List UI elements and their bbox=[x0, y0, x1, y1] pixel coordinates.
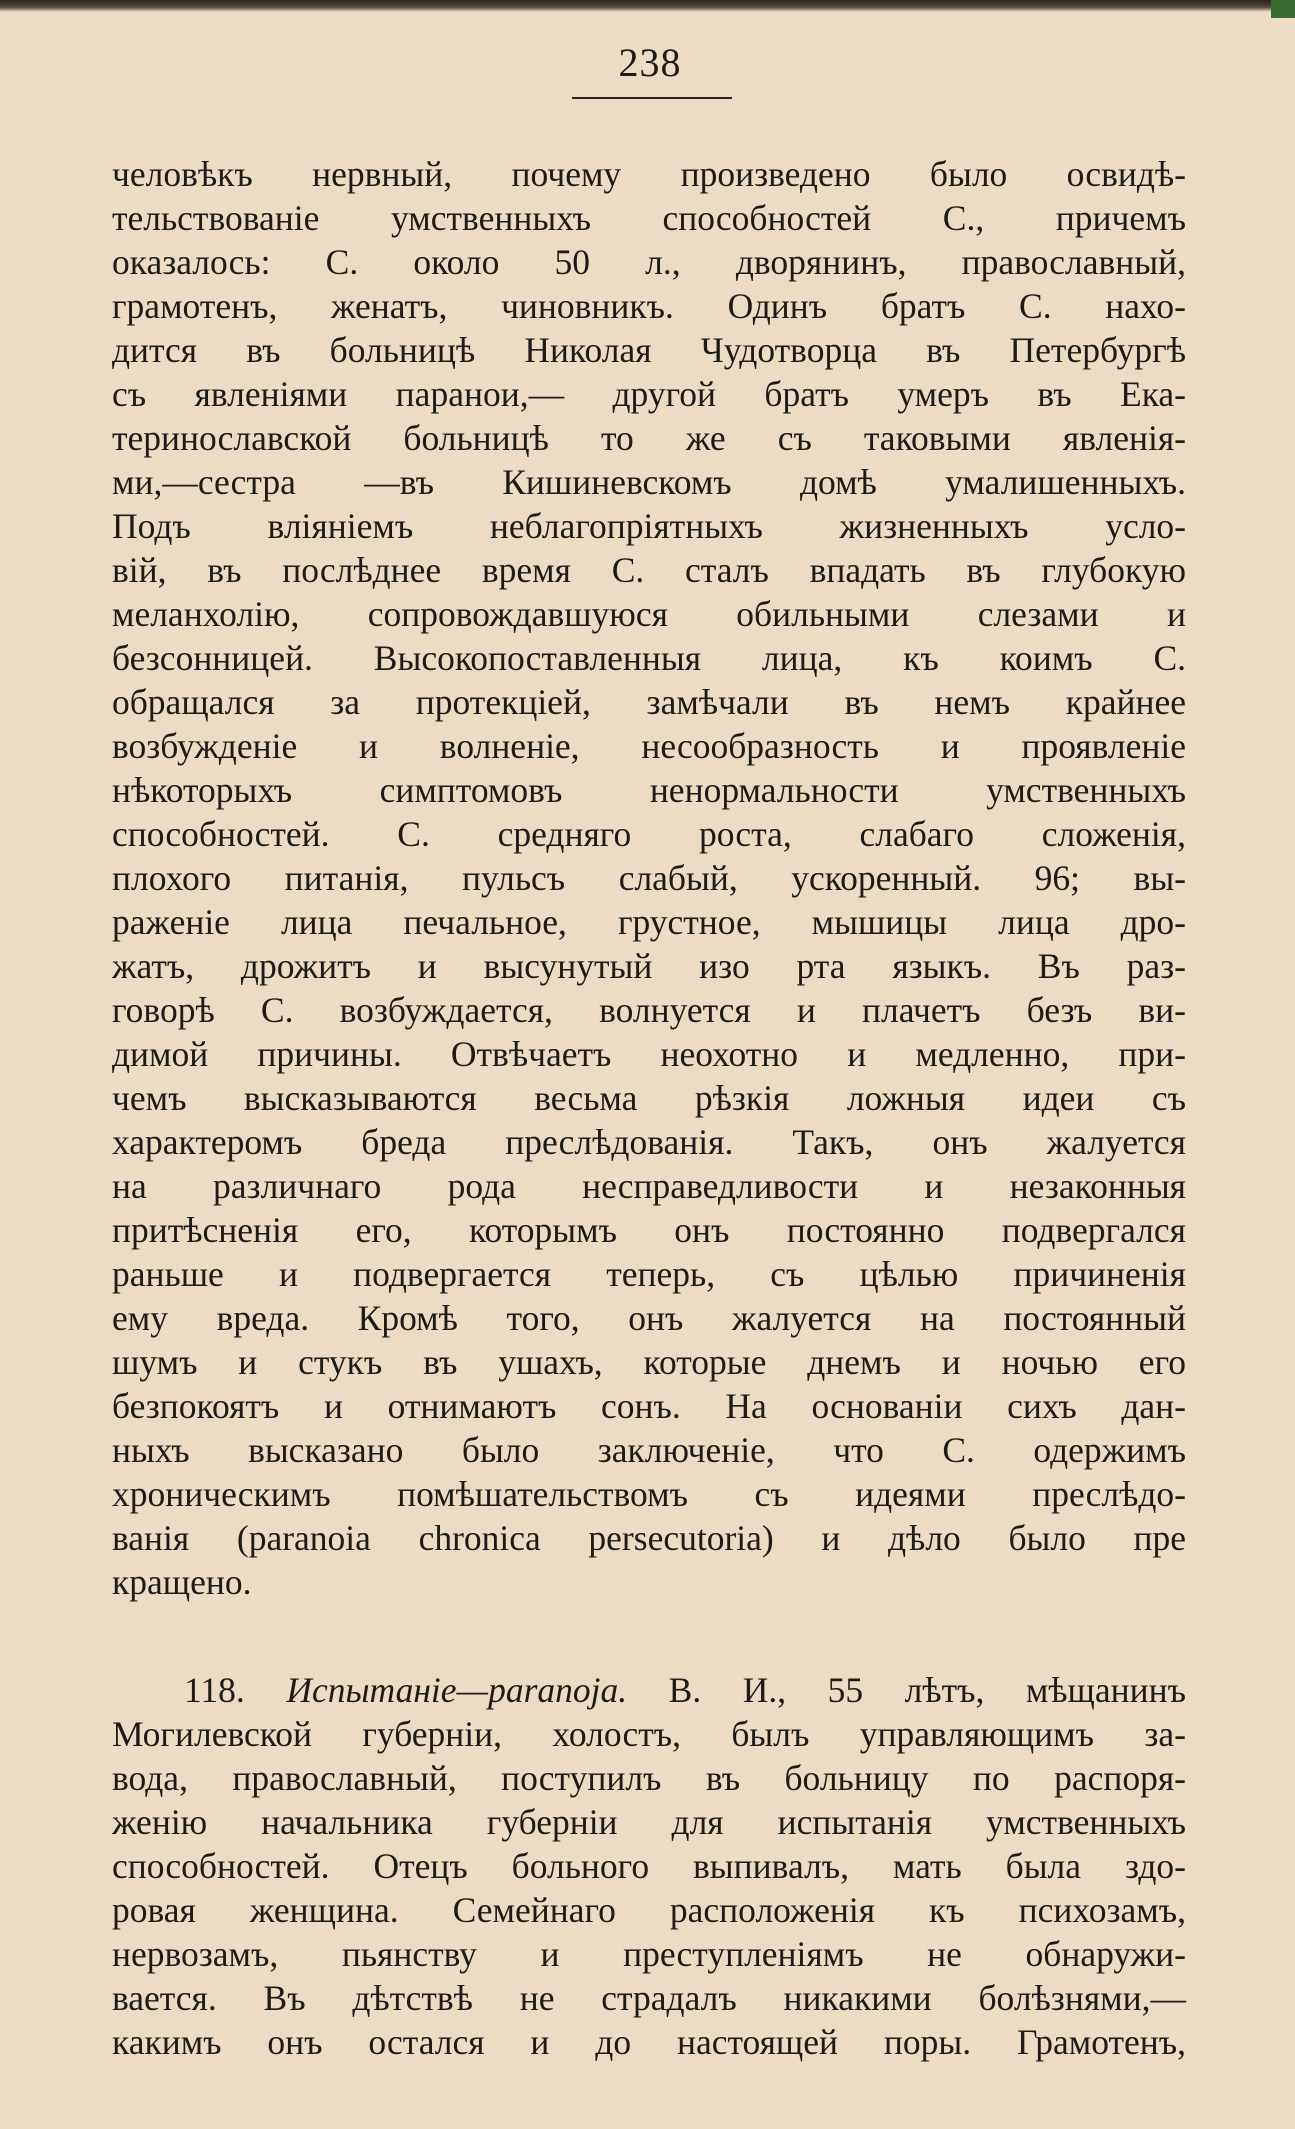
text-line: съ явленіями паранои,— другой братъ умеръ въ Ека- bbox=[112, 374, 1186, 414]
text-line: ровая женщина. Семейнаго расположенія къ психозамъ, bbox=[112, 1890, 1186, 1930]
text-line: ванія (paranoia chronica persecutoria) и дѣло было пре bbox=[112, 1518, 1186, 1558]
text-line: Могилевской губерніи, холостъ, былъ управляющимъ за- bbox=[112, 1714, 1186, 1754]
text-line: хроническимъ помѣшательствомъ съ идеями преслѣдо- bbox=[112, 1474, 1186, 1514]
text-line: вода, православный, поступилъ въ больницу по распоря- bbox=[112, 1758, 1186, 1798]
text-line: нѣкоторыхъ симптомовъ ненормальности умственныхъ bbox=[112, 770, 1186, 810]
text-line: раньше и подвергается теперь, съ цѣлью причиненія bbox=[112, 1254, 1186, 1294]
text-line: безпокоятъ и отнимаютъ сонъ. На основаніи сихъ дан- bbox=[112, 1386, 1186, 1426]
text-line: на различнаго рода несправедливости и незаконныя bbox=[112, 1166, 1186, 1206]
text-line: чемъ высказываются весьма рѣзкія ложныя идеи съ bbox=[112, 1078, 1186, 1118]
page-number: 238 bbox=[618, 40, 682, 85]
text-line: ми,—сестра —въ Кишиневскомъ домѣ умалишенныхъ. bbox=[112, 462, 1186, 502]
text-line: возбужденіе и волненіе, несообразность и проявленіе bbox=[112, 726, 1186, 766]
text-line: Подъ вліяніемъ неблагопріятныхъ жизненныхъ усло- bbox=[112, 506, 1186, 546]
text-line: какимъ онъ остался и до настоящей поры. Грамотенъ, bbox=[112, 2022, 1186, 2062]
text-line: грамотенъ, женатъ, чиновникъ. Одинъ братъ С. нахо- bbox=[112, 286, 1186, 326]
case-heading-line bbox=[184, 1668, 1186, 1712]
text-line: ему вреда. Кромѣ того, онъ жалуется на постоянный bbox=[112, 1298, 1186, 1338]
text-line: раженіе лица печальное, грустное, мышицы лица дро- bbox=[112, 902, 1186, 942]
text-line: нервозамъ, пьянству и преступленіямъ не обнаружи- bbox=[112, 1934, 1186, 1974]
case-title: Испытаніе—paranoja. bbox=[286, 1670, 628, 1710]
text-line: говорѣ С. возбуждается, волнуется и плачетъ безъ ви- bbox=[112, 990, 1186, 1030]
text-line: вается. Въ дѣтствѣ не страдалъ никакими болѣзнями,— bbox=[112, 1978, 1186, 2018]
text-line: характеромъ бреда преслѣдованія. Такъ, онъ жалуется bbox=[112, 1122, 1186, 1162]
text-line: кращено. bbox=[112, 1562, 252, 1602]
text-line: шумъ и стукъ въ ушахъ, которые днемъ и ночью его bbox=[112, 1342, 1186, 1382]
text-line: вій, въ послѣднее время С. сталъ впадать въ глубокую bbox=[112, 550, 1186, 590]
text-line: меланхолію, сопровождавшуюся обильными слезами и bbox=[112, 594, 1186, 634]
text-line: женію начальника губерніи для испытанія умственныхъ bbox=[112, 1802, 1186, 1842]
text-line: тельствованіе умственныхъ способностей С., причемъ bbox=[112, 198, 1186, 238]
text-line: ныхъ высказано было заключеніе, что С. одержимъ bbox=[112, 1430, 1186, 1470]
text-line: обращался за протекціей, замѣчали въ немъ крайнее bbox=[112, 682, 1186, 722]
case-number: 118. bbox=[184, 1670, 245, 1710]
text-line: теринославской больницѣ то же съ таковыми явленія- bbox=[112, 418, 1186, 458]
text-line: способностей. С. средняго роста, слабаго сложенія, bbox=[112, 814, 1186, 854]
text-line: безсонницей. Высокопоставленныя лица, къ коимъ С. bbox=[112, 638, 1186, 678]
text-line: оказалось: С. около 50 л., дворянинъ, православный, bbox=[112, 242, 1186, 282]
text-line: димой причины. Отвѣчаетъ неохотно и медленно, при- bbox=[112, 1034, 1186, 1074]
page-number-rule bbox=[572, 97, 732, 99]
text-line: человѣкъ нервный, почему произведено было освидѣ- bbox=[112, 154, 1186, 194]
text-line: жатъ, дрожитъ и высунутый изо рта языкъ. Въ раз- bbox=[112, 946, 1186, 986]
text-line: плохого питанія, пульсъ слабый, ускоренный. 96; вы- bbox=[112, 858, 1186, 898]
text-line: способностей. Отецъ больного выпивалъ, мать была здо- bbox=[112, 1846, 1186, 1886]
text-line: дится въ больницѣ Николая Чудотворца въ Петербургѣ bbox=[112, 330, 1186, 370]
text-line: притѣсненія его, которымъ онъ постоянно подвергался bbox=[112, 1210, 1186, 1250]
case-intro: В. И., 55 лѣтъ, мѣщанинъ bbox=[668, 1670, 1187, 1710]
